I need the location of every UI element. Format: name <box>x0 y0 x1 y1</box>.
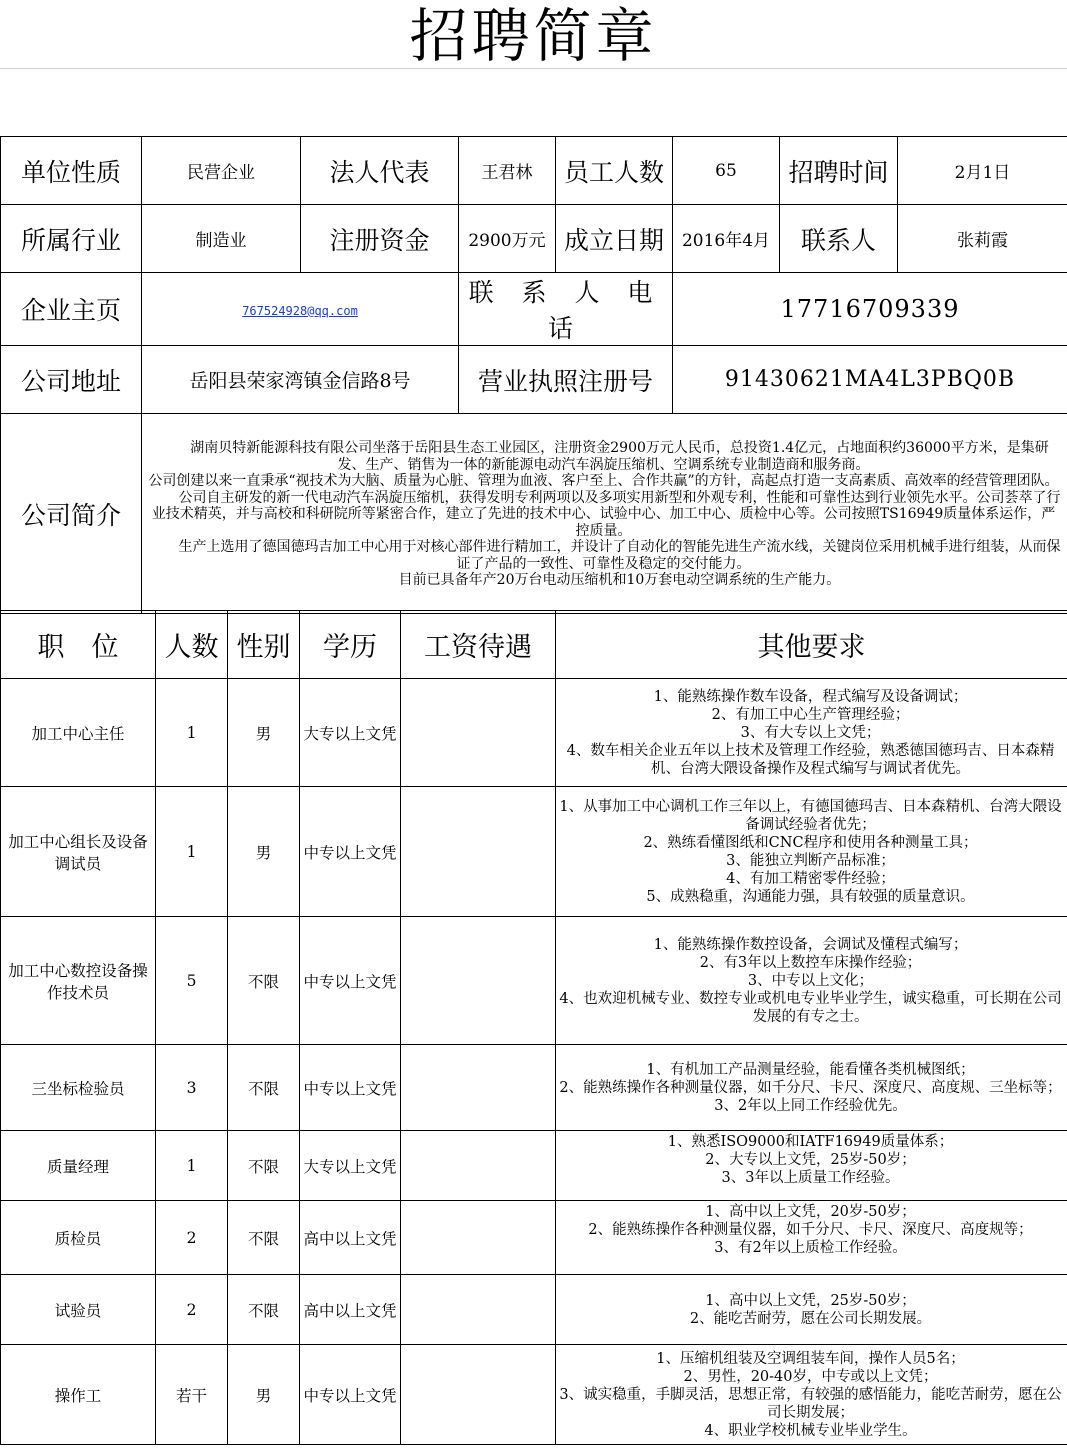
col-education-header: 学历 <box>300 611 401 679</box>
job-position: 加工中心数控设备操作技术员 <box>1 917 156 1045</box>
capital-value: 2900万元 <box>459 205 556 273</box>
requirement-item: 3、中专以上文化； <box>747 972 874 989</box>
job-gender: 男 <box>228 679 300 787</box>
job-gender: 不限 <box>228 1131 300 1201</box>
requirement-item: 4、职业学校机械专业毕业学生。 <box>704 1422 917 1439</box>
job-requirements <box>556 1045 1067 1131</box>
staff-count-value: 65 <box>673 137 780 205</box>
requirement-item: 4、也欢迎机械专业、数控专业或机电专业毕业学生，诚实稳重，可长期在公司发展的有专之士。 <box>559 990 1062 1025</box>
address-value: 岳阳县荣家湾镇金信路8号 <box>142 346 459 414</box>
intro-paragraph: 目前已具备年产20万台电动压缩机和10万套电动空调系统的生产能力。 <box>398 572 841 589</box>
requirement-item: 2、熟练看懂图纸和CNC程序和使用各种测量工具； <box>643 834 978 851</box>
job-education: 高中以上文凭 <box>300 1275 401 1345</box>
job-position: 试验员 <box>1 1275 156 1345</box>
job-education: 中专以上文凭 <box>300 1045 401 1131</box>
requirement-item: 2、能熟练操作各种测量仪器，如千分尺、卡尺、深度尺、高度规等； <box>588 1222 1033 1238</box>
job-salary <box>401 917 556 1045</box>
license-value: 91430621MA4L3PBQ0B <box>673 346 1067 414</box>
intro-paragraph: 湖南贝特新能源科技有限公司坐落于岳阳县生态工业园区，注册资金2900万元人民币，总投资1.4亿元，占地面积约36000平方米，是集研发、生产、销售为一体的新能源电动汽车涡旋压缩机、空调系统专业制造商和服务商。 <box>190 440 1049 473</box>
requirement-item: 3、2年以上同工作经验优先。 <box>714 1097 907 1114</box>
contact-label: 联系人 <box>780 205 898 273</box>
job-requirements <box>556 917 1067 1045</box>
requirement-item: 1、从事加工中心调机工作三年以上，有德国德玛吉、日本森精机、台湾大隈设备调试经验者优先； <box>559 798 1062 833</box>
job-education: 中专以上文凭 <box>300 917 401 1045</box>
col-requirements-header: 其他要求 <box>556 611 1067 679</box>
col-gender-header: 性别 <box>228 611 300 679</box>
col-position-header: 职 位 <box>1 611 156 679</box>
job-salary <box>401 1275 556 1345</box>
job-salary <box>401 1201 556 1275</box>
intro-label: 公司简介 <box>1 414 142 614</box>
job-position: 质量经理 <box>1 1131 156 1201</box>
requirement-item: 3、3年以上质量工作经验。 <box>721 1170 900 1186</box>
founded-value: 2016年4月 <box>673 205 780 273</box>
job-education: 大专以上文凭 <box>300 1131 401 1201</box>
requirement-item: 1、高中以上文凭，20岁-50岁； <box>705 1204 916 1220</box>
requirement-item: 2、有3年以上数控车床操作经验； <box>699 954 922 971</box>
job-salary <box>401 1131 556 1201</box>
requirement-item: 4、数车相关企业五年以上技术及管理工作经验，熟悉德国德玛吉、日本森精机、台湾大隈设备操作及程式编写与调试者优先。 <box>566 742 1055 777</box>
staff-count-label: 员工人数 <box>556 137 673 205</box>
requirement-item: 1、能熟练操作数车设备，程式编写及设备调试； <box>653 688 968 705</box>
unit-type-label: 单位性质 <box>1 137 142 205</box>
job-education: 大专以上文凭 <box>300 679 401 787</box>
job-count: 2 <box>156 1201 228 1275</box>
phone-label: 联 系 人 电 话 <box>459 273 673 346</box>
job-requirements <box>556 1275 1067 1345</box>
requirement-item: 3、诚实稳重，手脚灵活，思想正常，有较强的感悟能力，能吃苦耐劳，愿在公司长期发展； <box>559 1386 1062 1421</box>
company-info-table <box>0 136 1067 614</box>
job-requirements <box>556 1201 1067 1275</box>
job-position: 三坐标检验员 <box>1 1045 156 1131</box>
job-row <box>1 1131 1067 1201</box>
founded-label: 成立日期 <box>556 205 673 273</box>
contact-value: 张莉霞 <box>898 205 1067 273</box>
job-gender: 不限 <box>228 1045 300 1131</box>
job-salary <box>401 1045 556 1131</box>
industry-label: 所属行业 <box>1 205 142 273</box>
requirement-item: 2、大专以上文凭，25岁-50岁； <box>705 1152 916 1168</box>
requirement-item: 1、高中以上文凭，25岁-50岁； <box>705 1292 916 1309</box>
job-gender: 男 <box>228 787 300 917</box>
job-row <box>1 1345 1067 1445</box>
homepage-cell <box>142 273 459 346</box>
homepage-label: 企业主页 <box>1 273 142 346</box>
info-row-3 <box>1 273 1067 346</box>
job-count: 1 <box>156 679 228 787</box>
job-row <box>1 787 1067 917</box>
job-count: 若干 <box>156 1345 228 1445</box>
job-salary <box>401 787 556 917</box>
col-salary-header: 工资待遇 <box>401 611 556 679</box>
job-row <box>1 917 1067 1045</box>
requirement-item: 4、有加工精密零件经验； <box>726 870 895 887</box>
job-requirements <box>556 1345 1067 1445</box>
legal-rep-value: 王君林 <box>459 137 556 205</box>
job-requirements <box>556 1131 1067 1201</box>
requirement-item: 2、能熟练操作各种测量仪器，如千分尺、卡尺、深度尺、高度规、三坐标等； <box>559 1079 1062 1096</box>
requirement-item: 5、成熟稳重，沟通能力强，具有较强的质量意识。 <box>646 888 975 905</box>
blank-row <box>0 68 1067 135</box>
requirement-item: 1、熟悉ISO9000和IATF16949质量体系； <box>667 1134 954 1150</box>
intro-row <box>1 414 1067 614</box>
legal-rep-label: 法人代表 <box>301 137 459 205</box>
job-row <box>1 679 1067 787</box>
info-row-2 <box>1 205 1067 273</box>
license-label: 营业执照注册号 <box>459 346 673 414</box>
recruit-time-value: 2月1日 <box>898 137 1067 205</box>
job-count: 5 <box>156 917 228 1045</box>
jobs-table <box>0 610 1067 1445</box>
homepage-link[interactable]: 767524928@qq.com <box>242 303 358 318</box>
intro-paragraph: 公司自主研发的新一代电动汽车涡旋压缩机，获得发明专利两项以及多项实用新型和外观专利，性能和可靠性达到行业领先水平。公司荟萃了行业技术精英，并与高校和科研院所等紧密合作，建立了先进的技术中心、试验中心、加工中心、质检中心等。公司按照TS16949质量体系运作，严控质量。 <box>151 489 1061 539</box>
job-position: 加工中心组长及设备调试员 <box>1 787 156 917</box>
requirement-item: 3、能独立判断产品标准； <box>726 852 895 869</box>
requirement-item: 3、有2年以上质检工作经验。 <box>714 1240 907 1256</box>
capital-label: 注册资金 <box>301 205 459 273</box>
job-requirements <box>556 787 1067 917</box>
job-gender: 不限 <box>228 1201 300 1275</box>
job-education: 高中以上文凭 <box>300 1201 401 1275</box>
job-salary <box>401 1345 556 1445</box>
job-position: 操作工 <box>1 1345 156 1445</box>
info-row-1 <box>1 137 1067 205</box>
job-row <box>1 1275 1067 1345</box>
requirement-item: 1、压缩机组装及空调组装车间，操作人员5名； <box>656 1350 965 1367</box>
recruit-time-label: 招聘时间 <box>780 137 898 205</box>
intro-text <box>142 414 1067 614</box>
requirement-item: 1、能熟练操作数控设备，会调试及懂程式编写； <box>653 936 968 953</box>
industry-value: 制造业 <box>142 205 301 273</box>
job-count: 1 <box>156 1131 228 1201</box>
requirement-item: 2、有加工中心生产管理经验； <box>711 706 910 723</box>
job-gender: 不限 <box>228 1275 300 1345</box>
job-gender: 不限 <box>228 917 300 1045</box>
job-requirements <box>556 679 1067 787</box>
col-count-header: 人数 <box>156 611 228 679</box>
requirement-item: 1、有机加工产品测量经验，能看懂各类机械图纸； <box>646 1061 975 1078</box>
title-row <box>0 0 1067 69</box>
job-position: 质检员 <box>1 1201 156 1275</box>
job-row <box>1 1045 1067 1131</box>
job-salary <box>401 679 556 787</box>
job-count: 2 <box>156 1275 228 1345</box>
intro-paragraph: 生产上选用了德国德玛吉加工中心用于对核心部件进行精加工，并设计了自动化的智能先进生产流水线，关键岗位采用机械手进行组装，从而保证了产品的一致性、可靠性及稳定的交付能力。 <box>178 539 1061 572</box>
job-education: 中专以上文凭 <box>300 787 401 917</box>
requirement-item: 2、能吃苦耐劳，愿在公司长期发展。 <box>689 1310 932 1327</box>
phone-value: 17716709339 <box>673 273 1067 346</box>
job-education: 中专以上文凭 <box>300 1345 401 1445</box>
address-label: 公司地址 <box>1 346 142 414</box>
info-row-4 <box>1 346 1067 414</box>
jobs-header-row <box>1 611 1067 679</box>
job-position: 加工中心主任 <box>1 679 156 787</box>
requirement-item: 3、有大专以上文凭； <box>740 724 881 741</box>
job-count: 1 <box>156 787 228 917</box>
job-row <box>1 1201 1067 1275</box>
job-count: 3 <box>156 1045 228 1131</box>
job-gender: 男 <box>228 1345 300 1445</box>
unit-type-value: 民营企业 <box>142 137 301 205</box>
intro-paragraph: 公司创建以来一直秉承“视技术为大脑、质量为心脏、管理为血液、客户至上、合作共赢”的方针，高起点打造一支高素质、高效率的经营管理团队。 <box>148 473 1059 490</box>
page-title: 招聘简章 <box>409 2 658 70</box>
requirement-item: 2、男性，20-40岁，中专或以上文凭； <box>683 1368 938 1385</box>
